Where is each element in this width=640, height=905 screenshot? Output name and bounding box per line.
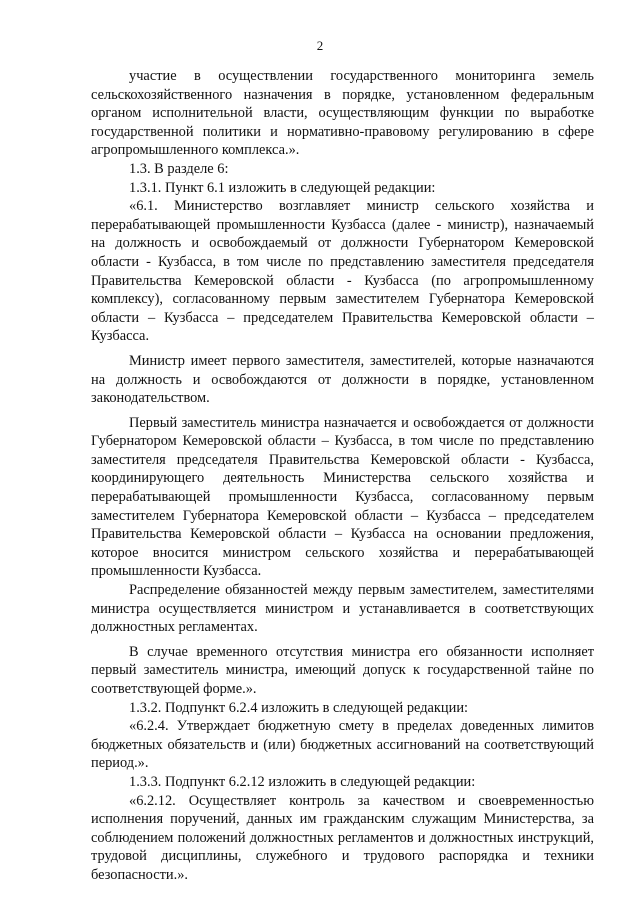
paragraph-first-deputy: Первый заместитель министра назначается и освобождается от должности Губернатором Кемеровской области – Кузбасса, в том числе по представлению заместителя председателя Правительства Кемеровской области - Кузбасса, координирующего деятельность Министерства сельского хозяйства и перерабатывающей промышленности Кузбасса, согласованному первым заместителем Губернатора Кемеровской области – Кузбасса – председателем Правительства Кемеровской области – Кузбасса на основании предложения, которое вносится министром сельского хозяйства и перерабатывающей промышленности Кузбасса. <box>91 414 594 580</box>
paragraph-item-1-3-2: 1.3.2. Подпункт 6.2.4 изложить в следующей редакции: <box>129 699 469 716</box>
document-body <box>91 67 594 885</box>
paragraph-continuation: участие в осуществлении государственного мониторинга земель сельскохозяйственного назначения в порядке, установленном федеральным органом исполнительной власти, осуществляющим функции по выработке государственной политики и нормативно-правовому регулированию в сфере агропромышленного комплекса.». <box>91 68 594 159</box>
paragraph-temporary-absence: В случае временного отсутствия министра его обязанности исполняет первый заместитель министра, имеющий допуск к государственной тайне по соответствующей форме.». <box>91 643 594 697</box>
paragraph-clause-6-2-12: «6.2.12. Осуществляет контроль за качеством и своевременностью исполнения поручений, данных им гражданским служащим Министерства, за соблюдением положений должностных регламентов и должностных инструкций, трудовой дисциплины, служебного и трудового распорядка и техники безопасности.». <box>91 792 594 883</box>
paragraph-item-1-3-1: 1.3.1. Пункт 6.1 изложить в следующей редакции: <box>129 179 436 196</box>
page-number: 2 <box>316 38 324 53</box>
paragraph-section-heading: 1.3. В разделе 6: <box>129 160 229 177</box>
paragraph-item-1-3-3: 1.3.3. Подпункт 6.2.12 изложить в следующей редакции: <box>129 773 476 790</box>
paragraph-clause-6-1: «6.1. Министерство возглавляет министр сельского хозяйства и перерабатывающей промышленности Кузбасса (далее - министр), назначаемый на должность и освобождаемый от должности Губернатором Кемеровской области - Кузбасса, в том числе по представлению заместителя председателя Правительства Кемеровской области - Кузбасса (по агропромышленному комплексу), согласованному первым заместителем Губернатора Кемеровской области – Кузбасса – председателем Правительства Кемеровской области – Кузбасса. <box>91 198 594 345</box>
paragraph-minister-deputies: Министр имеет первого заместителя, заместителей, которые назначаются на должность и освобождаются от должности в порядке, установленном законодательством. <box>91 352 594 407</box>
paragraph-duties-distribution: Распределение обязанностей между первым заместителем, заместителями министра осуществляется министром и устанавливается в соответствующих должностных регламентах. <box>91 582 594 636</box>
paragraph-clause-6-2-4: «6.2.4. Утверждает бюджетную смету в пределах доведенных лимитов бюджетных обязательств и (или) бюджетных ассигнований на соответствующий период.». <box>91 718 594 772</box>
